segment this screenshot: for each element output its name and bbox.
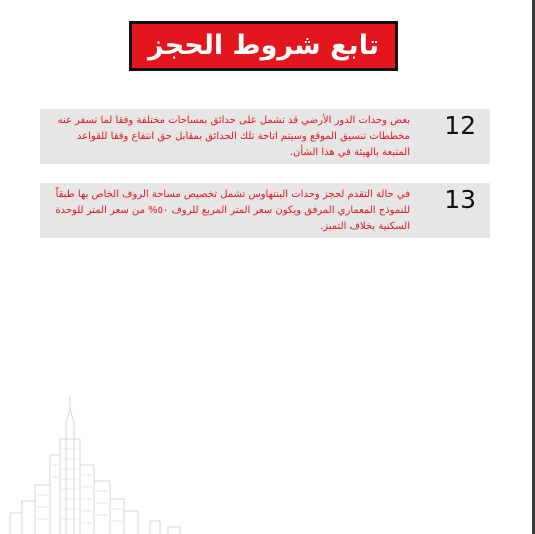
condition-text: في حالة التقدم لحجز وحدات البنتهاوس تشمل تخصيص مساحة الروف الخاص بها طبقاً للنموذج المعماري المرفق ويكون سعر المتر المربع للروف ٥٠% من سعر المتر للوحدة السكنية بخلاف التميز. (55, 189, 410, 232)
page-title: تابع شروط الحجز (132, 24, 395, 68)
title-banner (129, 21, 398, 71)
condition-item-12 (40, 109, 490, 164)
condition-text: بعض وحدات الدور الأرضي قد تشمل على حدائق بمساحات مختلفة وفقا لما تسفر عنه مخططات تنسيق الموقع وسيتم اتاحة تلك الحدائق بمقابل حق انتفاع وفقا للقواعد المتبعة بالهيئة في هذا الشأن. (57, 115, 410, 158)
condition-number: 13 (444, 185, 476, 214)
city-skyline-icon (0, 395, 190, 534)
condition-number: 12 (444, 111, 476, 140)
condition-item-13 (40, 183, 490, 238)
